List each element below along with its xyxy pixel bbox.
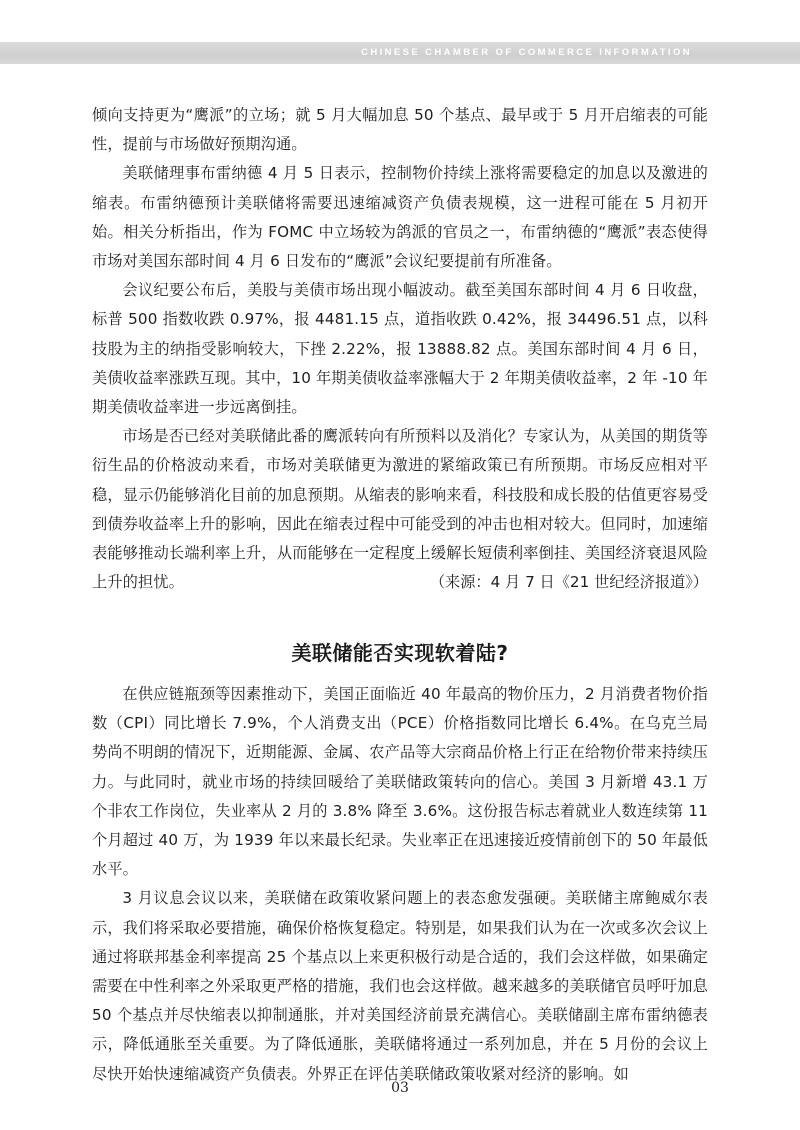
article-section-2 (92, 680, 708, 1089)
paragraph-2: 美联储理事布雷纳德 4 月 5 日表示，控制物价持续上涨将需要稳定的加息以及激进的缩表。布雷纳德预计美联储将需要迅速缩减资产负债表规模，这一进程可能在 5 月初开始。相关分析指出，作为 FOMC 中立场较为鸽派的官员之一，布雷纳德的“鹰派”表态使得市场对美国东部时间 4 月 6 日发布的“鹰派”会议纪要提前有所准备。 (92, 164, 708, 271)
article-section-1 (92, 101, 708, 597)
paragraph-4: 市场是否已经对美联储此番的鹰派转向有所预料以及消化？专家认为，从美国的期货等衍生品的价格波动来看，市场对美联储更为激进的紧缩政策已有所预期。市场反应相对平稳，显示仍能够消化目前的加息预期。从缩表的影响来看，科技股和成长股的估值更容易受到债券收益率上升的影响，因此在缩表过程中可能受到的冲击也相对较大。但同时，加速缩表能够推动长端利率上升，从而能够在一定程度上缓解长短债利率倒挂、美国经济衰退风险上升的担忧。 (92, 427, 708, 592)
source-citation: （来源：4 月 7 日《21 世纪经济报道》） (429, 573, 708, 592)
paragraph-6: 3 月议息会议以来，美联储在政策收紧问题上的表态愈发强硬。美联储主席鲍威尔表示，我们将采取必要措施，确保价格恢复稳定。特别是，如果我们认为在一次或多次会议上通过将联邦基金利率提高 25 个基点以上来更积极行动是合适的，我们会这样做，如果确定需要在中性利率之外采取更严格的措施，我们也会这样做。越来越多的美联储官员呼吁加息 50 个基点并尽快缩表以抑制通胀，并对美国经济前景充满信心。美联储副主席布雷纳德表示，降低通胀至关重要。为了降低通胀，美联储将通过一系列加息，并在 5 月份的会议上尽快开始快速缩减资产负债表。外界正在评估美联储政策收紧对经济的影响。如 (92, 889, 708, 1083)
section-heading: 美联储能否实现软着陆? (291, 641, 509, 665)
header-title: CHINESE CHAMBER OF COMMERCE INFORMATION (361, 47, 692, 58)
paragraph-3: 会议纪要公布后，美股与美债市场出现小幅波动。截至美国东部时间 4 月 6 日收盘，标普 500 指数收跌 0.97%，报 4481.15 点，道指收跌 0.42%，报 34496.51 点，以科技股为主的纳指受影响较大，下挫 2.22%，报 13888.82 点。美国东部时间 4 月 6 日，美债收益率涨跌互现。其中，10 年期美债收益率涨幅大于 2 年期美债收益率，2 年 -10 年期美债收益率进一步远离倒挂。 (92, 281, 708, 417)
header-band (0, 42, 800, 64)
paragraph-1: 倾向支持更为“鹰派”的立场；就 5 月大幅加息 50 个基点、最早或于 5 月开启缩表的可能性，提前与市场做好预期沟通。 (92, 106, 708, 154)
paragraph-5: 在供应链瓶颈等因素推动下，美国正面临近 40 年最高的物价压力，2 月消费者物价指数（CPI）同比增长 7.9%，个人消费支出（PCE）价格指数同比增长 6.4%。在乌克兰局势尚不明朗的情况下，近期能源、金属、农产品等大宗商品价格上行正在给物价带来持续压力。与此同时，就业市场的持续回暖给了美联储政策转向的信心。美国 3 月新增 43.1 万个非农工作岗位，失业率从 2 月的 3.8% 降至 3.6%。这份报告标志着就业人数连续第 11 个月超过 40 万，为 1939 年以来最长纪录。失业率正在迅速接近疫情前创下的 50 年最低水平。 (92, 685, 708, 879)
page-number: 03 (391, 1080, 409, 1096)
